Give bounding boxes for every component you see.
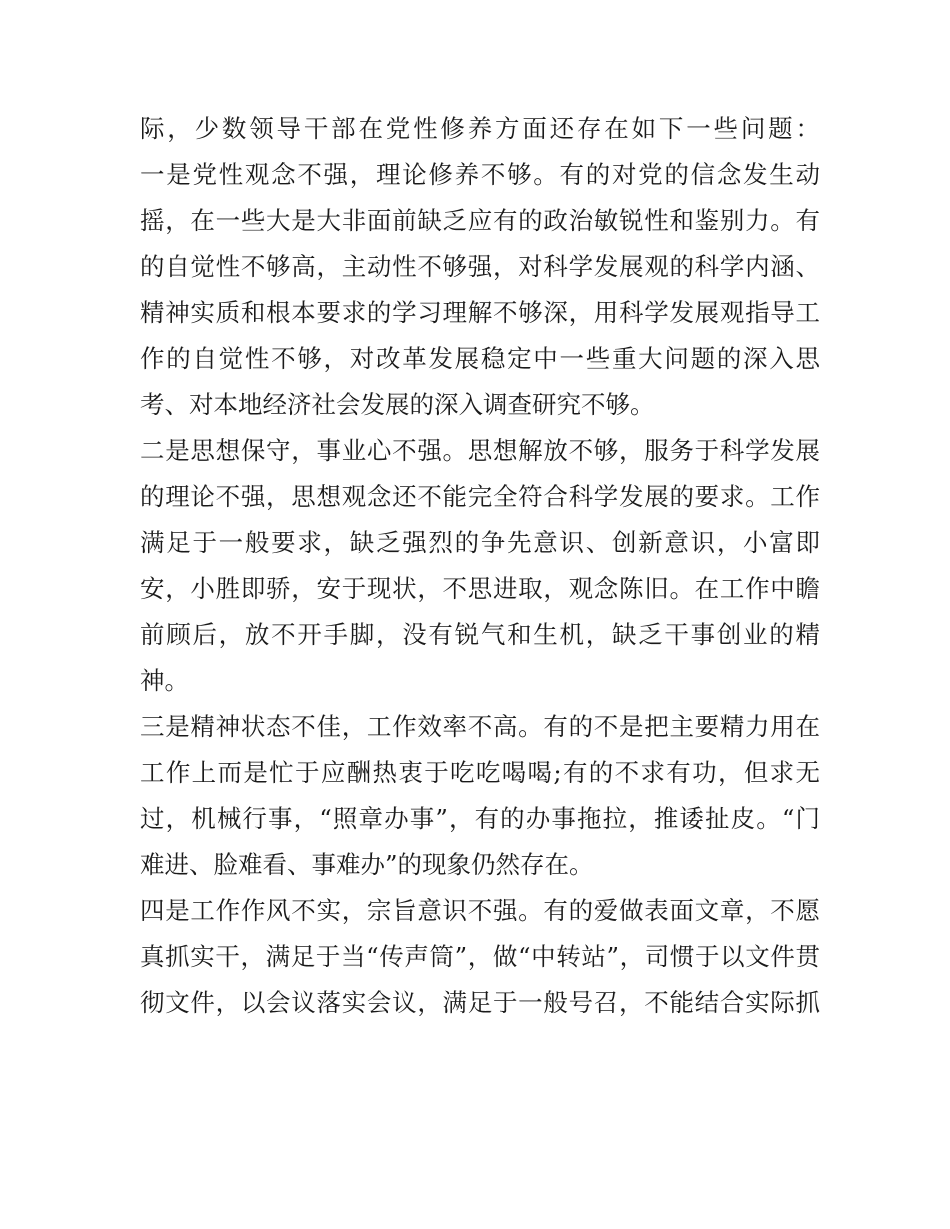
text-line: 际，少数领导干部在党性修养方面还存在如下一些问题： — [140, 114, 820, 143]
text-line: 考、对本地经济社会发展的深入调查研究不够。 — [140, 390, 655, 419]
text-line: 二是思想保守，事业心不强。思想解放不够，服务于科学发展 — [140, 436, 820, 465]
text-line: 摇，在一些大是大非面前缺乏应有的政治敏锐性和鉴别力。有 — [140, 206, 820, 235]
text-line: 工作上而是忙于应酬热衷于吃吃喝喝;有的不求有功，但求无 — [140, 758, 820, 787]
text-line: 满足于一般要求，缺乏强烈的争先意识、创新意识，小富即 — [140, 528, 820, 557]
text-line: 四是工作作风不实，宗旨意识不强。有的爱做表面文章，不愿 — [140, 896, 820, 925]
text-line: 安，小胜即骄，安于现状，不思进取，观念陈旧。在工作中瞻 — [140, 574, 820, 603]
text-line: 前顾后，放不开手脚，没有锐气和生机，缺乏干事创业的精 — [140, 620, 820, 649]
text-line: 的理论不强，思想观念还不能完全符合科学发展的要求。工作 — [140, 482, 820, 511]
text-line: 一是党性观念不强，理论修养不够。有的对党的信念发生动 — [140, 160, 820, 189]
text-line: 难进、脸难看、事难办”的现象仍然存在。 — [140, 850, 594, 879]
text-line: 三是精神状态不佳，工作效率不高。有的不是把主要精力用在 — [140, 712, 820, 741]
text-line: 的自觉性不够高，主动性不够强，对科学发展观的科学内涵、 — [140, 252, 820, 281]
text-line: 精神实质和根本要求的学习理解不够深，用科学发展观指导工 — [140, 298, 820, 327]
document-body — [140, 106, 820, 1026]
text-line: 作的自觉性不够，对改革发展稳定中一些重大问题的深入思 — [140, 344, 820, 373]
text-line: 彻文件，以会议落实会议，满足于一般号召，不能结合实际抓 — [140, 988, 820, 1017]
text-line: 过，机械行事，“照章办事”，有的办事拖拉，推诿扯皮。“门 — [140, 804, 820, 833]
text-line: 神。 — [140, 666, 189, 695]
text-line: 真抓实干，满足于当“传声筒”，做“中转站”，司惯于以文件贯 — [140, 942, 820, 971]
